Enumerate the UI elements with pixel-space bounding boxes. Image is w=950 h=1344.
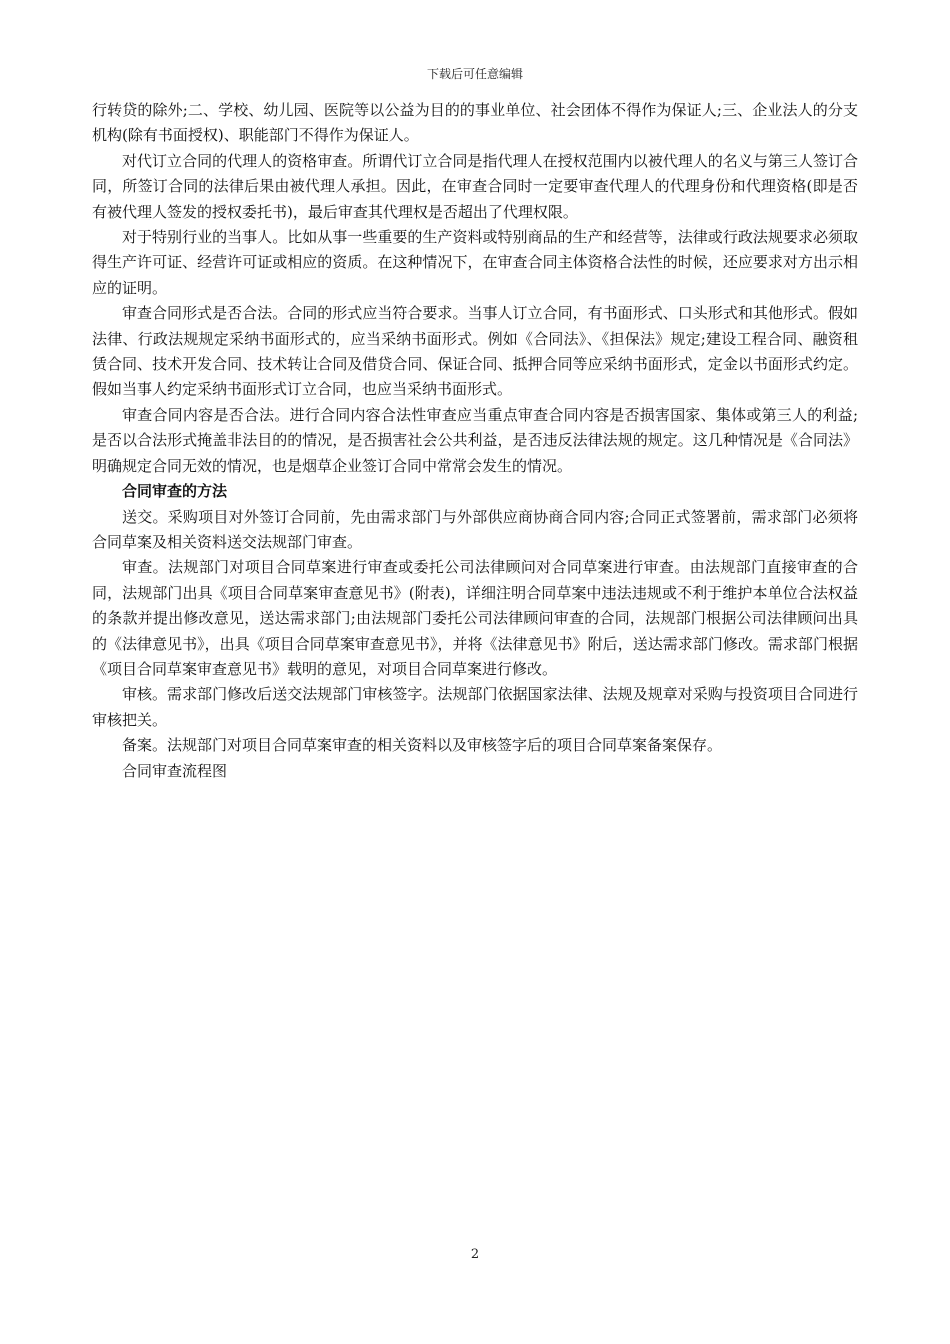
paragraph-contract-form: 审查合同形式是否合法。合同的形式应当符合要求。当事人订立合同，有书面形式、口头形式和其他形式。假如法律、行政法规规定采纳书面形式的，应当采纳书面形式。例如《合同法》、《担保法》规定;建设工程合同、融资租赁合同、技术开发合同、技术转让合同及借贷合同、保证合同、抵押合同等应采纳书面形式，定金以书面形式约定。假如当事人约定采纳书面形式订立合同，也应当采纳书面形式。 <box>92 304 858 399</box>
paragraph-agent-qualification: 对代订立合同的代理人的资格审查。所谓代订立合同是指代理人在授权范围内以被代理人的名义与第三人签订合同，所签订合同的法律后果由被代理人承担。因此，在审查合同时一定要审查代理人的代理身份和代理资格(即是否有被代理人签发的授权委托书)，最后审查其代理权是否超出了代理权限。 <box>92 151 858 221</box>
section-heading-review-methods: 合同审查的方法 <box>122 482 228 501</box>
paragraph-guarantor-exclusions: 行转贷的除外;二、学校、幼儿园、医院等以公益为目的的事业单位、社会团体不得作为保证人;三、企业法人的分支机构(除有书面授权)、职能部门不得作为保证人。 <box>92 101 858 145</box>
paragraph-review: 审查。法规部门对项目合同草案进行审查或委托公司法律顾问对合同草案进行审查。由法规部门直接审查的合同，法规部门出具《项目合同草案审查意见书》(附表)，详细注明合同草案中违法违规或不利于维护本单位合法权益的条款并提出修改意见，送达需求部门;由法规部门委托公司法律顾问审查的合同，法规部门根据公司法律顾问出具的《法律意见书》，出具《项目合同草案审查意见书》，并将《法律意见书》附后，送达需求部门修改。需求部门根据《项目合同草案审查意见书》载明的意见，对项目合同草案进行修改。 <box>92 558 858 678</box>
page-number: 2 <box>470 1247 480 1262</box>
paragraph-filing: 备案。法规部门对项目合同草案审查的相关资料以及审核签字后的项目合同草案备案保存。 <box>122 736 723 755</box>
paragraph-flowchart-caption: 合同审查流程图 <box>122 761 228 780</box>
paragraph-special-industry: 对于特别行业的当事人。比如从事一些重要的生产资料或特别商品的生产和经营等，法律或行政法规要求必须取得生产许可证、经营许可证或相应的资质。在这种情况下，在审查合同主体资格合法性的时候，还应要求对方出示相应的证明。 <box>92 228 858 297</box>
paragraph-contract-content: 审查合同内容是否合法。进行合同内容合法性审查应当重点审查合同内容是否损害国家、集体或第三人的利益;是否以合法形式掩盖非法目的的情况，是否损害社会公共利益，是否违反法律法规的规定。这几种情况是《合同法》明确规定合同无效的情况，也是烟草企业签订合同中常常会发生的情况。 <box>92 405 858 475</box>
document-body <box>92 98 858 784</box>
paragraph-submission: 送交。采购项目对外签订合同前，先由需求部门与外部供应商协商合同内容;合同正式签署前，需求部门必须将合同草案及相关资料送交法规部门审查。 <box>92 507 858 551</box>
page-header: 下载后可任意编辑 <box>426 67 523 81</box>
paragraph-approval: 审核。需求部门修改后送交法规部门审核签字。法规部门依据国家法律、法规及规章对采购与投资项目合同进行审核把关。 <box>92 685 858 729</box>
